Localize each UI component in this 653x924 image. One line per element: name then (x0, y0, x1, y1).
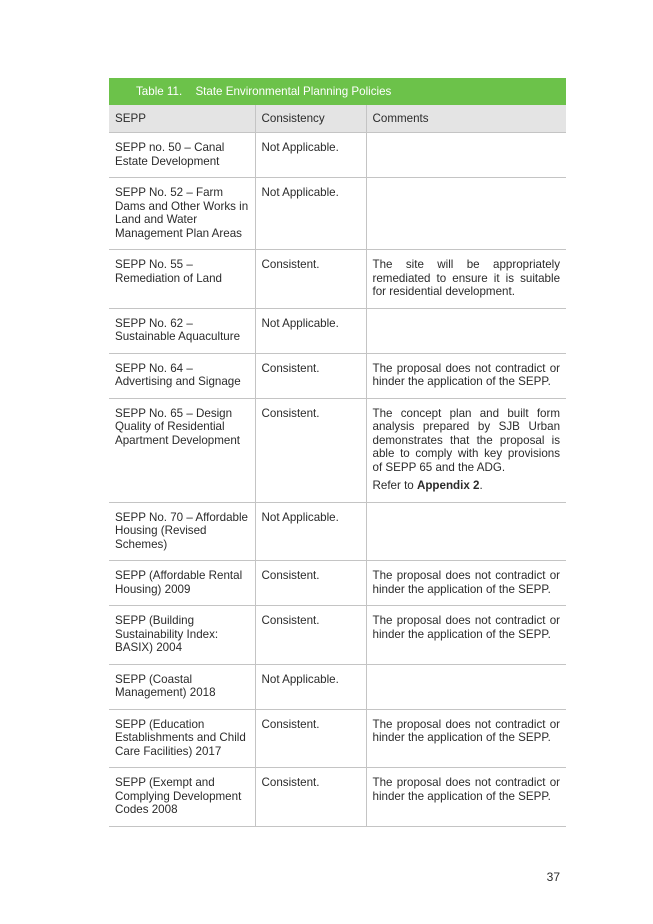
comment-text: The concept plan and built form analysis prepared by SJB Urban demonstrates that the proposal is able to comply with key provisions of SEPP 65 and the ADG. (372, 406, 561, 474)
consistency-cell: Consistent. (255, 353, 366, 398)
sepp-table (109, 78, 566, 827)
table-row (109, 178, 566, 250)
comment-text: The proposal does not contradict or hinder the application of the SEPP. (372, 776, 561, 803)
consistency-cell: Not Applicable. (255, 133, 366, 178)
column-header-consistency: Consistency (255, 105, 366, 133)
comments-cell (366, 353, 566, 398)
sepp-name-cell: SEPP (Affordable Rental Housing) 2009 (109, 561, 255, 606)
consistency-cell: Not Applicable. (255, 308, 366, 353)
comment-text: The proposal does not contradict or hinder the application of the SEPP. (372, 717, 561, 744)
sepp-name-cell: SEPP (Coastal Management) 2018 (109, 664, 255, 709)
table-row (109, 398, 566, 502)
reference-suffix: . (479, 479, 483, 492)
sepp-name-cell: SEPP No. 65 – Design Quality of Residential Apartment Development (109, 398, 255, 502)
comments-cell (366, 709, 566, 768)
appendix-link-text: Appendix 2 (416, 479, 480, 492)
table-row (109, 308, 566, 353)
comments-cell (366, 308, 566, 353)
table-caption-number: Table 11. (136, 84, 183, 98)
consistency-cell: Consistent. (255, 250, 366, 309)
comments-cell (366, 398, 566, 502)
sepp-name-cell: SEPP no. 50 – Canal Estate Development (109, 133, 255, 178)
table-caption-row (109, 78, 566, 105)
comments-cell (366, 664, 566, 709)
table-row (109, 664, 566, 709)
column-header-comments: Comments (366, 105, 566, 133)
consistency-cell: Consistent. (255, 398, 366, 502)
sepp-name-cell: SEPP No. 70 – Affordable Housing (Revised Schemes) (109, 502, 255, 561)
table-row (109, 353, 566, 398)
comments-cell (366, 606, 566, 665)
sepp-name-cell: SEPP (Education Establishments and Child Care Facilities) 2017 (109, 709, 255, 768)
sepp-name-cell: SEPP No. 52 – Farm Dams and Other Works in Land and Water Management Plan Areas (109, 178, 255, 250)
table-caption-title: State Environmental Planning Policies (195, 84, 392, 98)
sepp-name-cell: SEPP (Building Sustainability Index: BASIX) 2004 (109, 606, 255, 665)
table-row (109, 606, 566, 665)
table-caption (109, 78, 566, 105)
consistency-cell: Not Applicable. (255, 664, 366, 709)
consistency-cell: Not Applicable. (255, 502, 366, 561)
table-row (109, 502, 566, 561)
consistency-cell: Consistent. (255, 606, 366, 665)
comments-cell (366, 250, 566, 309)
comments-cell (366, 133, 566, 178)
comment-text: The proposal does not contradict or hinder the application of the SEPP. (372, 361, 561, 388)
table-header-row (109, 105, 566, 133)
consistency-cell: Consistent. (255, 709, 366, 768)
comments-cell (366, 768, 566, 827)
comment-text: The site will be appropriately remediated to ensure it is suitable for residential development. (372, 258, 561, 298)
sepp-name-cell: SEPP No. 62 – Sustainable Aquaculture (109, 308, 255, 353)
table-row (109, 133, 566, 178)
comments-cell (366, 561, 566, 606)
comments-cell (366, 502, 566, 561)
consistency-cell: Not Applicable. (255, 178, 366, 250)
page-number: 37 (546, 870, 560, 884)
consistency-cell: Consistent. (255, 561, 366, 606)
comment-text: The proposal does not contradict or hinder the application of the SEPP. (372, 614, 561, 641)
reference-prefix: Refer to (372, 479, 417, 492)
table-row (109, 709, 566, 768)
column-header-sepp: SEPP (109, 105, 255, 133)
sepp-name-cell: SEPP (Exempt and Complying Development Codes 2008 (109, 768, 255, 827)
appendix-reference (373, 479, 561, 493)
table-row (109, 768, 566, 827)
table-row (109, 561, 566, 606)
consistency-cell: Consistent. (255, 768, 366, 827)
comments-cell (366, 178, 566, 250)
sepp-name-cell: SEPP No. 64 – Advertising and Signage (109, 353, 255, 398)
table-row (109, 250, 566, 309)
sepp-name-cell: SEPP No. 55 – Remediation of Land (109, 250, 255, 309)
comment-text: The proposal does not contradict or hinder the application of the SEPP. (372, 569, 561, 596)
